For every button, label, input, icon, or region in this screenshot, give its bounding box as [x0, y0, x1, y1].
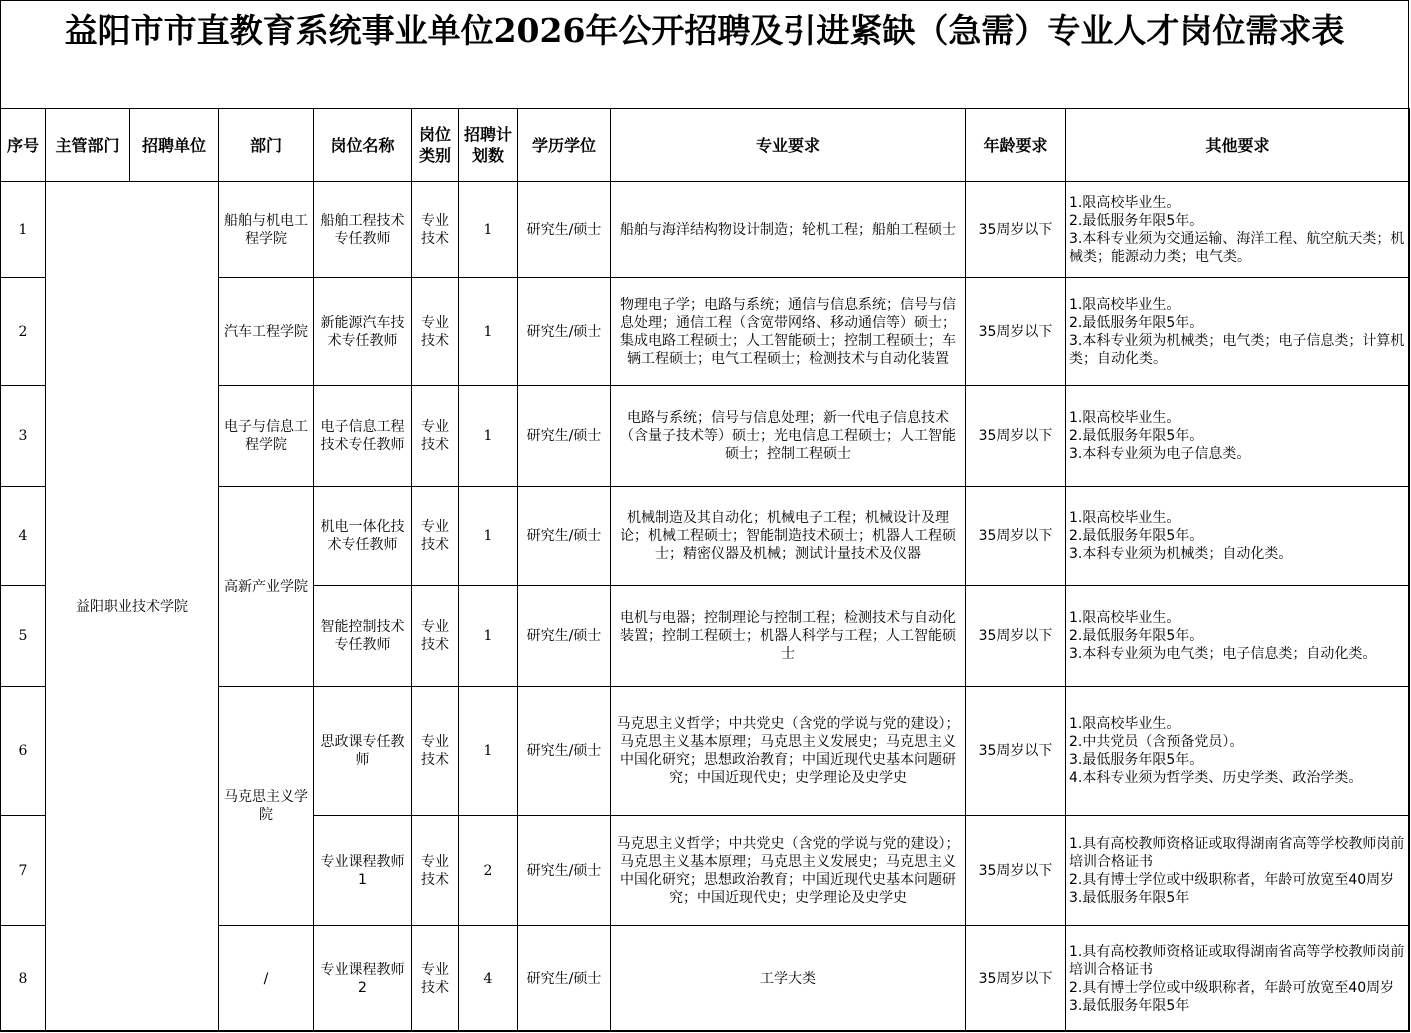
type-cell: 专业技术	[412, 386, 459, 487]
other-line: 1.限高校毕业生。	[1069, 194, 1181, 211]
header-edu: 学历学位	[518, 109, 611, 182]
major-cell: 工学大类	[611, 926, 966, 1032]
plan-cell: 1	[459, 278, 518, 386]
other-line: 1.限高校毕业生。	[1069, 296, 1181, 313]
header-unit: 招聘单位	[130, 109, 219, 182]
plan-cell: 4	[459, 926, 518, 1032]
header-dept: 部门	[219, 109, 314, 182]
post-cell: 电子信息工程技术专任教师	[314, 386, 412, 487]
edu-cell: 研究生/硕士	[518, 182, 611, 278]
header-plan: 招聘计划数	[459, 109, 518, 182]
header-row	[1, 109, 1410, 182]
other-line: 3.本科专业须为交通运输、海洋工程、航空航天类；机械类；能源动力类；电气类。	[1069, 230, 1405, 265]
plan-cell: 1	[459, 687, 518, 816]
row-no: 6	[1, 687, 46, 816]
dept-cell: 电子与信息工程学院	[219, 386, 314, 487]
other-cell	[1066, 487, 1410, 586]
major-cell: 马克思主义哲学；中共党史（含党的学说与党的建设）；马克思主义基本原理；马克思主义发展史；马克思主义中国化研究；思想政治教育；中国近现代史基本问题研究；中国近现代史；史学理论及史学史	[611, 816, 966, 926]
type-cell: 专业技术	[412, 926, 459, 1032]
post-cell: 机电一体化技术专任教师	[314, 487, 412, 586]
row-no: 1	[1, 182, 46, 278]
header-post-type: 岗位类别	[412, 109, 459, 182]
other-cell	[1066, 816, 1410, 926]
header-age: 年龄要求	[966, 109, 1066, 182]
other-line: 3.最低服务年限5年	[1069, 997, 1190, 1014]
post-cell: 智能控制技术专任教师	[314, 586, 412, 687]
type-cell: 专业技术	[412, 687, 459, 816]
header-dept-main: 主管部门	[46, 109, 130, 182]
other-line: 2.具有博士学位或中级职称者，年龄可放宽至40周岁	[1069, 871, 1395, 888]
other-cell	[1066, 278, 1410, 386]
other-cell	[1066, 926, 1410, 1032]
table-row	[1, 182, 1410, 278]
post-cell: 船舶工程技术专任教师	[314, 182, 412, 278]
age-cell: 35周岁以下	[966, 182, 1066, 278]
age-cell: 35周岁以下	[966, 278, 1066, 386]
dept-cell: 汽车工程学院	[219, 278, 314, 386]
other-cell	[1066, 687, 1410, 816]
other-cell	[1066, 386, 1410, 487]
age-cell: 35周岁以下	[966, 687, 1066, 816]
other-cell	[1066, 586, 1410, 687]
plan-cell: 1	[459, 182, 518, 278]
other-line: 1.限高校毕业生。	[1069, 510, 1181, 526]
type-cell: 专业技术	[412, 278, 459, 386]
other-line: 2.最低服务年限5年。	[1069, 428, 1204, 444]
other-line: 1.限高校毕业生。	[1069, 410, 1181, 426]
header-no: 序号	[1, 109, 46, 182]
row-no: 7	[1, 816, 46, 926]
major-cell: 机械制造及其自动化；机械电子工程；机械设计及理论；机械工程硕士；智能制造技术硕士；机器人工程硕士；精密仪器及机械；测试计量技术及仪器	[611, 487, 966, 586]
row-no: 2	[1, 278, 46, 386]
other-line: 2.中共党员（含预备党员）。	[1069, 734, 1244, 750]
type-cell: 专业技术	[412, 182, 459, 278]
other-line: 1.具有高校教师资格证或取得湖南省高等学校教师岗前培训合格证书	[1069, 943, 1405, 978]
dept-cell: /	[219, 926, 314, 1032]
other-line: 1.限高校毕业生。	[1069, 716, 1181, 732]
post-cell: 新能源汽车技术专任教师	[314, 278, 412, 386]
header-post-name: 岗位名称	[314, 109, 412, 182]
age-cell: 35周岁以下	[966, 487, 1066, 586]
plan-cell: 1	[459, 586, 518, 687]
other-line: 3.本科专业须为电子信息类。	[1069, 446, 1251, 462]
other-line: 3.本科专业须为机械类；自动化类。	[1069, 546, 1293, 562]
type-cell: 专业技术	[412, 487, 459, 586]
plan-cell: 2	[459, 816, 518, 926]
major-cell: 电机与电器；控制理论与控制工程；检测技术与自动化装置；控制工程硕士；机器人科学与工程；人工智能硕士	[611, 586, 966, 687]
post-cell: 专业课程教师2	[314, 926, 412, 1032]
dept-cell: 马克思主义学院	[219, 687, 314, 926]
edu-cell: 研究生/硕士	[518, 926, 611, 1032]
age-cell: 35周岁以下	[966, 926, 1066, 1032]
plan-cell: 1	[459, 487, 518, 586]
job-requirements-table	[0, 108, 1410, 1032]
edu-cell: 研究生/硕士	[518, 487, 611, 586]
edu-cell: 研究生/硕士	[518, 278, 611, 386]
other-line: 3.本科专业须为电气类；电子信息类；自动化类。	[1069, 646, 1377, 662]
age-cell: 35周岁以下	[966, 586, 1066, 687]
other-line: 2.最低服务年限5年。	[1069, 628, 1204, 644]
major-cell: 船舶与海洋结构物设计制造；轮机工程；船舶工程硕士	[611, 182, 966, 278]
type-cell: 专业技术	[412, 816, 459, 926]
other-line: 2.最低服务年限5年。	[1069, 314, 1204, 331]
major-cell: 马克思主义哲学；中共党史（含党的学说与党的建设）；马克思主义基本原理；马克思主义发展史；马克思主义中国化研究；思想政治教育；中国近现代史基本问题研究；中国近现代史；史学理论及史学史	[611, 687, 966, 816]
plan-cell: 1	[459, 386, 518, 487]
edu-cell: 研究生/硕士	[518, 687, 611, 816]
edu-cell: 研究生/硕士	[518, 586, 611, 687]
major-cell: 物理电子学；电路与系统；通信与信息系统；信号与信息处理；通信工程（含宽带网络、移动通信等）硕士；集成电路工程硕士；人工智能硕士；控制工程硕士；车辆工程硕士；电气工程硕士；检测技术与自动化装置	[611, 278, 966, 386]
header-major: 专业要求	[611, 109, 966, 182]
row-no: 8	[1, 926, 46, 1032]
page-title: 益阳市市直教育系统事业单位2026年公开招聘及引进紧缺（急需）专业人才岗位需求表	[64, 11, 1345, 50]
dept-cell: 船舶与机电工程学院	[219, 182, 314, 278]
row-no: 4	[1, 487, 46, 586]
post-cell: 专业课程教师1	[314, 816, 412, 926]
other-line: 2.最低服务年限5年。	[1069, 212, 1204, 229]
row-no: 3	[1, 386, 46, 487]
post-cell: 思政课专任教师	[314, 687, 412, 816]
other-line: 1.具有高校教师资格证或取得湖南省高等学校教师岗前培训合格证书	[1069, 835, 1405, 870]
row-no: 5	[1, 586, 46, 687]
other-line: 3.本科专业须为机械类；电气类；电子信息类；计算机类；自动化类。	[1069, 332, 1405, 367]
other-line: 2.最低服务年限5年。	[1069, 528, 1204, 544]
unit-cell: 益阳职业技术学院	[46, 182, 219, 1032]
age-cell: 35周岁以下	[966, 386, 1066, 487]
header-other: 其他要求	[1066, 109, 1410, 182]
other-line: 2.具有博士学位或中级职称者，年龄可放宽至40周岁	[1069, 979, 1395, 996]
edu-cell: 研究生/硕士	[518, 386, 611, 487]
dept-cell: 高新产业学院	[219, 487, 314, 687]
age-cell: 35周岁以下	[966, 816, 1066, 926]
type-cell: 专业技术	[412, 586, 459, 687]
edu-cell: 研究生/硕士	[518, 816, 611, 926]
other-line: 3.最低服务年限5年。	[1069, 752, 1204, 768]
other-line: 4.本科专业须为哲学类、历史学类、政治学类。	[1069, 770, 1363, 786]
other-cell	[1066, 182, 1410, 278]
other-line: 1.限高校毕业生。	[1069, 610, 1181, 626]
other-line: 3.最低服务年限5年	[1069, 889, 1190, 906]
major-cell: 电路与系统；信号与信息处理；新一代电子信息技术（含量子技术等）硕士；光电信息工程硕士；人工智能硕士；控制工程硕士	[611, 386, 966, 487]
